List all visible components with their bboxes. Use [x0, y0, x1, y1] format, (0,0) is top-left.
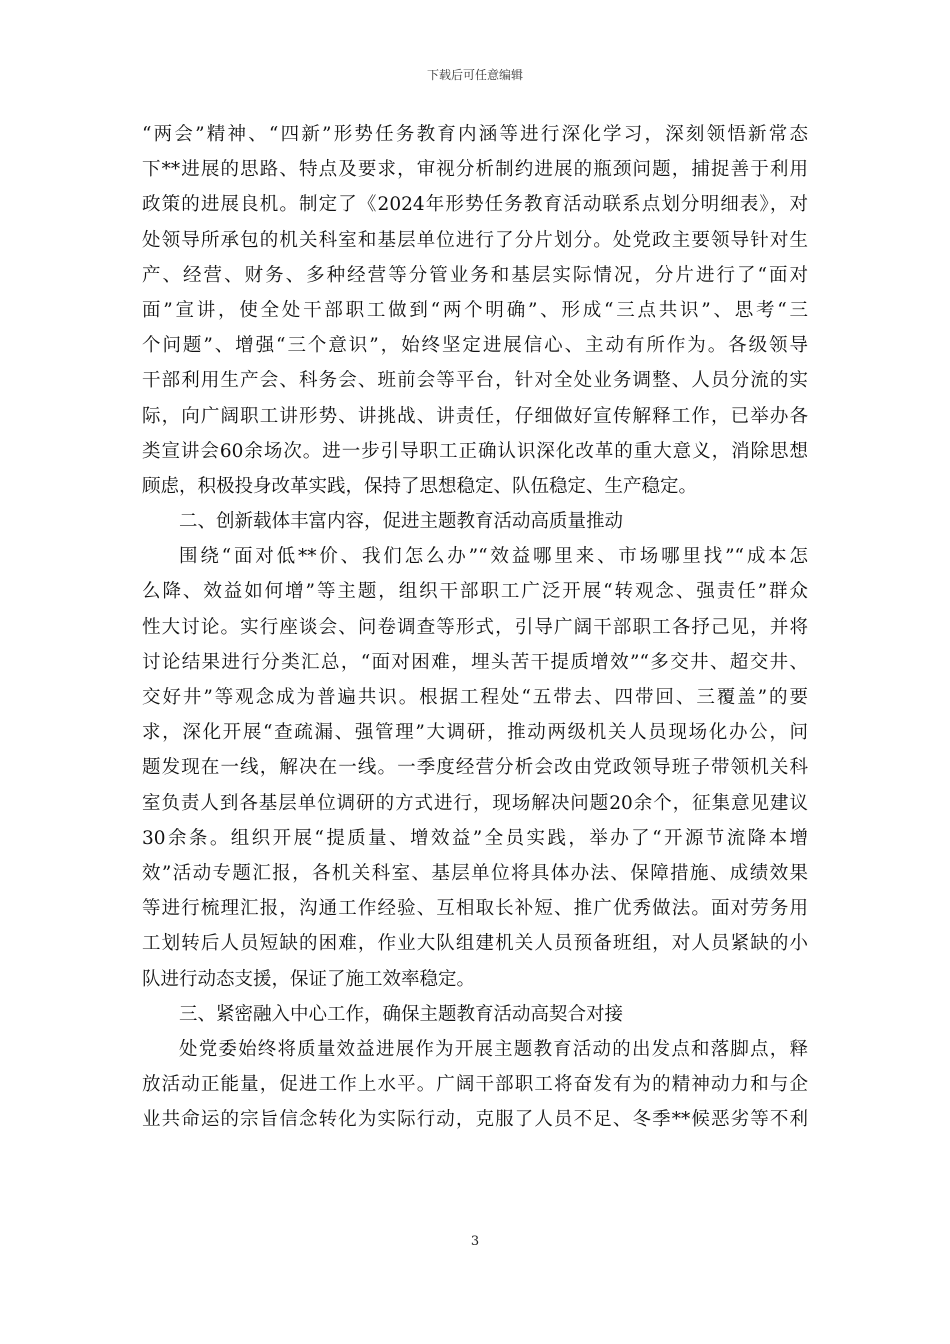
- text-line: 么降、效益如何增”等主题，组织干部职工广泛开展“转观念、强责任”群众: [142, 581, 808, 603]
- text-line: 效”活动专题汇报，各机关科室、基层单位将具体办法、保障措施、成绩效果: [142, 862, 808, 884]
- text-line: 面”宣讲，使全处干部职工做到“两个明确”、形成“三点共识”、思考“三: [142, 299, 808, 321]
- text-line: 放活动正能量，促进工作上水平。广阔干部职工将奋发有为的精神动力和与企: [142, 1074, 808, 1096]
- text-line: 际，向广阔职工讲形势、讲挑战、讲责任，仔细做好宣传解释工作，已举办各: [142, 405, 808, 427]
- text-line: 产、经营、财务、多种经营等分管业务和基层实际情况，分片进行了“面对: [142, 264, 808, 286]
- text-line: 围绕“面对低**价、我们怎么办”“效益哪里来、市场哪里找”“成本怎: [179, 546, 808, 568]
- text-line: 处领导所承包的机关科室和基层单位进行了分片划分。处党政主要领导针对生: [142, 229, 808, 251]
- text-line: 二、创新载体丰富内容，促进主题教育活动高质量推动: [179, 511, 624, 533]
- text-line: 队进行动态支援，保证了施工效率稳定。: [142, 968, 476, 990]
- text-line: 等进行梳理汇报，沟通工作经验、互相取长补短、推广优秀做法。面对劳务用: [142, 898, 808, 920]
- text-line: 30余条。组织开展“提质量、增效益”全员实践，举办了“开源节流降本增: [142, 827, 808, 849]
- text-line: 类宣讲会60余场次。进一步引导职工正确认识深化改革的重大意义，消除思想: [142, 440, 808, 462]
- page-number: 3: [470, 1234, 480, 1249]
- text-line: 题发现在一线，解决在一线。一季度经营分析会改由党政领导班子带领机关科: [142, 757, 808, 779]
- text-line: 个问题”、增强“三个意识”，始终坚定进展信心、主动有所作为。各级领导: [142, 335, 808, 357]
- text-line: 下**进展的思路、特点及要求，审视分析制约进展的瓶颈问题，捕捉善于利用: [142, 159, 808, 181]
- text-line: 性大讨论。实行座谈会、问卷调查等形式，引导广阔干部职工各抒己见，并将: [142, 616, 808, 638]
- text-line: 三、紧密融入中心工作，确保主题教育活动高契合对接: [179, 1003, 624, 1025]
- text-line: 顾虑，积极投身改革实践，保持了思想稳定、队伍稳定、生产稳定。: [142, 475, 698, 497]
- text-line: 讨论结果进行分类汇总，“面对困难，埋头苦干提质增效”“多交井、超交井、: [142, 651, 808, 673]
- text-line: 干部利用生产会、科务会、班前会等平台，针对全处业务调整、人员分流的实: [142, 370, 808, 392]
- text-line: 业共命运的宗旨信念转化为实际行动，克服了人员不足、冬季**候恶劣等不利: [142, 1109, 808, 1131]
- text-line: 工划转后人员短缺的困难，作业大队组建机关人员预备班组，对人员紧缺的小: [142, 933, 808, 955]
- text-line: 处党委始终将质量效益进展作为开展主题教育活动的出发点和落脚点，释: [179, 1038, 808, 1060]
- text-line: 室负责人到各基层单位调研的方式进行，现场解决问题20余个，征集意见建议: [142, 792, 808, 814]
- text-line: 政策的进展良机。制定了《2024年形势任务教育活动联系点划分明细表》，对: [142, 194, 808, 216]
- text-line: 交好井”等观念成为普遍共识。根据工程处“五带去、四带回、三覆盖”的要: [142, 687, 808, 708]
- text-line: 求，深化开展“查疏漏、强管理”大调研，推动两级机关人员现场化办公，问: [142, 722, 808, 744]
- document-body: [142, 117, 808, 1137]
- page-header: 下载后可任意编辑: [426, 68, 523, 82]
- text-line: “两会”精神、“四新”形势任务教育内涵等进行深化学习，深刻领悟新常态: [142, 124, 808, 145]
